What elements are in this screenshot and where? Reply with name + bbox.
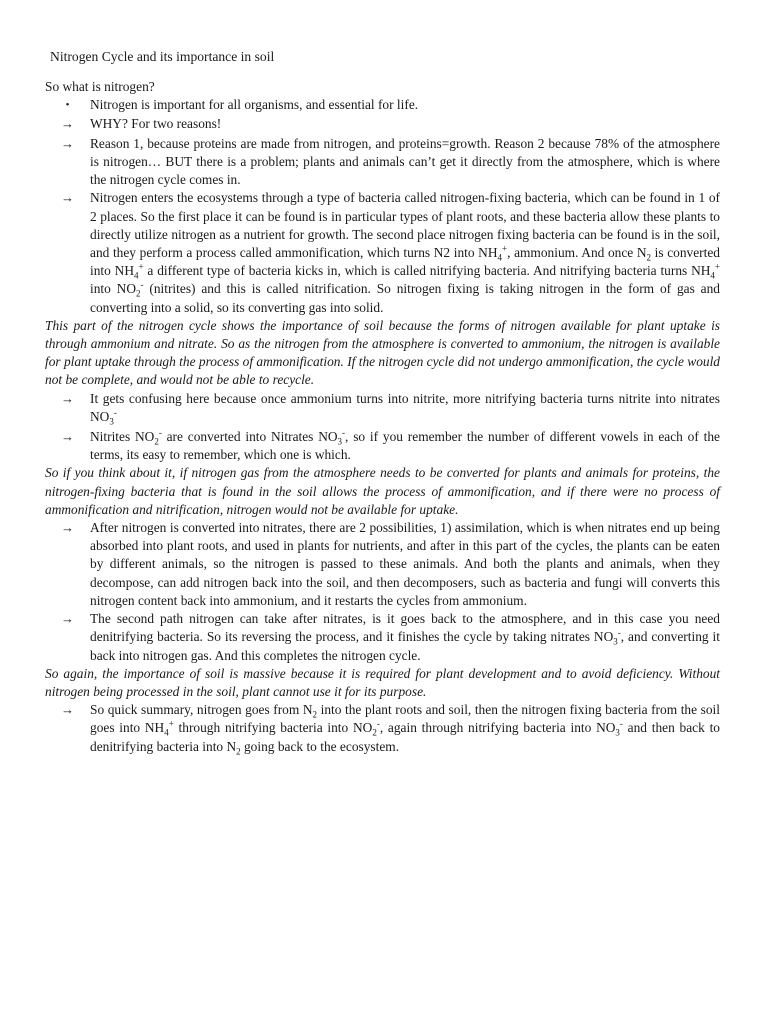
arrow-icon: → [61,115,74,131]
arrow-text: WHY? For two reasons! [90,115,222,131]
text-run: , ammonium. And once N [507,245,647,261]
arrow-item [45,115,720,133]
superscript: - [113,407,117,418]
superscript: - [617,627,621,638]
text-run: So quick summary, nitrogen goes from N [90,702,313,718]
text-run: , again through nitrifying bacteria into NO [379,720,616,736]
bullet-item [45,96,720,114]
arrow-text [90,189,720,316]
subscript: 2 [236,746,241,757]
arrow-icon: → [61,520,74,536]
page-title: Nitrogen Cycle and its importance in soil [50,49,275,64]
subscript: 4 [497,252,503,263]
arrow-icon: → [61,611,74,627]
arrow-icon: → [61,190,74,206]
superscript: + [714,261,720,272]
subscript: 3 [337,436,343,447]
arrow-text [90,428,720,464]
italic-paragraph: So if you think about it, if nitrogen gas from the atmosphere needs to be converted for plants and animals for proteins, the nitrogen-fixing bacteria that is found in the soil allows the process of ammonification, and if there were no process of ammonification and nitrification, nitrogen would not be available for uptake. [45,465,720,517]
text-run: and then back to denitrifying bacteria into N [90,720,720,754]
text-run: are converted into Nitrates NO [161,429,338,445]
text-run: The second path nitrogen can take after nitrates, is it goes back to the atmosphere, and in this case you need denitrifying bacteria. So its reversing the process, and it finishes the cycle by taking nitrates NO [90,611,720,645]
superscript: - [342,427,346,438]
superscript: + [138,261,144,272]
arrow-icon: → [61,390,74,406]
arrow-icon: → [61,135,74,151]
arrow-item [45,519,720,610]
subscript: 4 [134,270,139,281]
subscript: 3 [615,727,620,738]
subscript: 4 [164,727,169,738]
arrow-item [45,428,720,464]
text-run: into the plant roots and soil, then the nitrogen fixing bacteria from the soil goes into NH [90,702,720,736]
intro-question: So what is nitrogen? [45,79,155,95]
text-run: Nitrogen enters the ecosystems through a type of bacteria called nitrogen-fixing bacteria, which can be found in 1 of 2 places. So the first place it can be found is in particular types of plant roots, and these bacteria allow these plants to directly utilize nitrogen as a nutrient for growth. The second place nitrogen fixing bacteria can be found is in the soil, and they perform a process called ammonification, which turns N2 into NH [90,190,720,261]
subscript: 3 [613,636,618,647]
text-run: (nitrites) and this is called nitrification. So nitrogen fixing is taking nitrogen in the form of gas and converting into a solid, so its converting gas into solid. [90,281,720,315]
arrow-text: Reason 1, because proteins are made from nitrogen, and proteins=growth. Reason 2 because 78% of the atmosphere is nitrogen… BUT there is a problem; plants and animals can’t get it directly from the atmosphere, which is where the nitrogen cycle comes in. [90,135,720,188]
superscript: - [158,427,162,438]
text-run: , so if you remember the number of different vowels in each of the terms, its easy to remember, which one is which. [90,429,720,463]
arrow-icon: → [61,702,74,718]
text-run: a different type of bacteria kicks in, which is called nitrifying bacteria. And nitrifying bacteria turns NH [143,263,711,279]
arrow-text [90,390,720,426]
superscript: + [502,243,508,254]
superscript: + [168,718,174,729]
arrow-item [45,189,720,316]
text-run: It gets confusing here because once ammonium turns into nitrite, more nitrifying bacteria turns nitrite into nitrates NO [90,390,720,424]
arrow-item [45,390,720,426]
text-run: into NO [90,281,137,297]
subscript: 2 [646,252,652,263]
arrow-text [90,610,720,665]
bullet-text: Nitrogen is important for all organisms, and essential for life. [90,97,419,113]
subscript: 3 [109,416,114,427]
text-run: through nitrifying bacteria into NO [173,720,373,736]
superscript: - [619,718,623,729]
superscript: - [140,279,144,290]
text-run: is converted into NH [90,245,720,279]
arrow-item [45,701,720,756]
italic-paragraph: So again, the importance of soil is massive because it is required for plant development and to avoid deficiency. Without nitrogen being processed in the soil, plant cannot use it for its purpose. [45,665,720,699]
arrow-text [90,701,720,756]
subscript: 4 [710,270,715,281]
text-run: Nitrites NO [90,429,155,445]
subscript: 2 [372,727,377,738]
arrow-icon: → [61,429,74,445]
arrow-item [45,135,720,190]
arrow-item [45,610,720,665]
text-run: , and converting it back into nitrogen gas. And this completes the nitrogen cycle. [90,629,720,663]
subscript: 2 [136,289,141,300]
text-run: going back to the ecosystem. [240,738,400,754]
subscript: 2 [154,436,159,447]
italic-paragraph: This part of the nitrogen cycle shows the importance of soil because the forms of nitrogen available for plant uptake is through ammonium and nitrate. So as the nitrogen from the atmosphere is converted to ammonium, the nitrogen is available for plant uptake through the process of ammonification. If the nitrogen cycle did not undergo ammonification, the cycle would not be complete, and would not be able to recycle. [45,317,720,388]
superscript: - [376,718,380,729]
bullet-icon: • [65,99,70,112]
arrow-text: After nitrogen is converted into nitrates, there are 2 possibilities, 1) assimilation, which is when nitrates end up being absorbed into plant roots, and used in plants for nutrients, and after in this part of the cycles, the plants can be eaten by different animals, so the nitrogen is passed to these animals. And both the plants and animals, when they decompose, can add nitrogen back into the soil, and then decomposers, such as bacteria and fungi will converts this nitrogen content back into ammonium, and it restarts the cycles from ammonium. [90,520,720,608]
subscript: 2 [312,709,318,720]
